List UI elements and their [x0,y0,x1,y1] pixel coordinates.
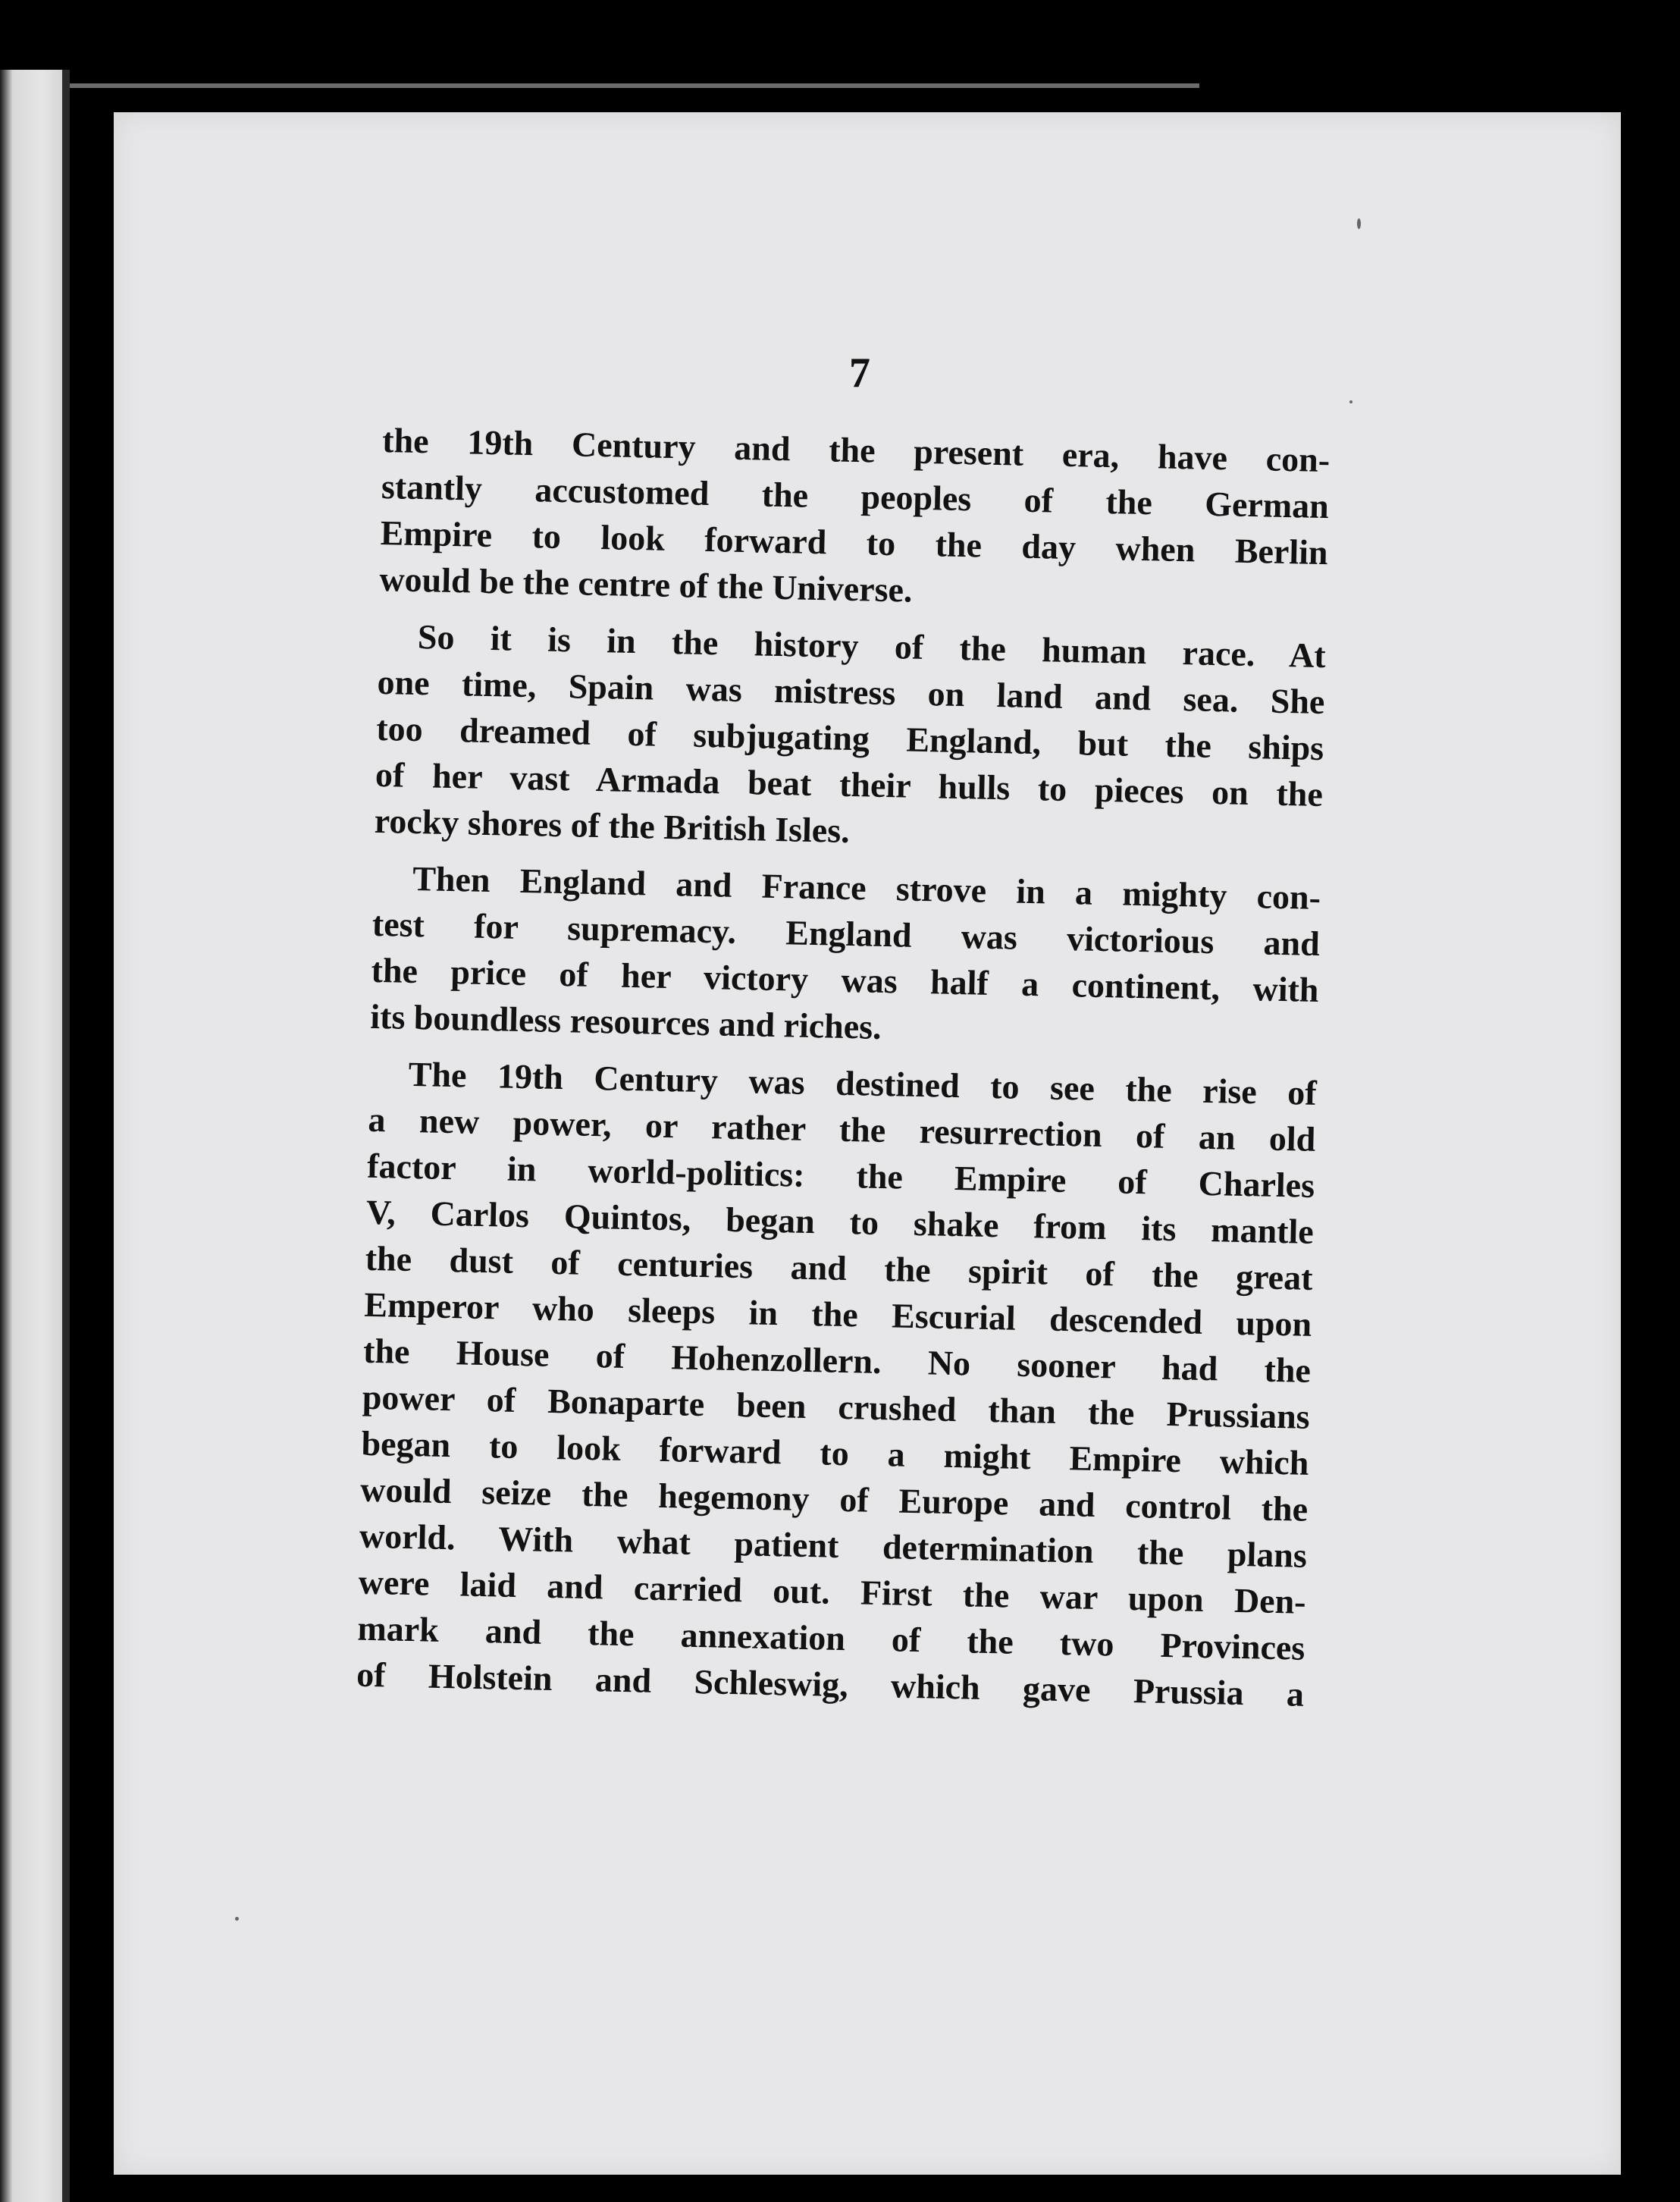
paragraph-4 [356,1050,1318,1717]
text-line: the price of her victory was half a continent, with [371,950,1319,1010]
text-line: the House of Hohenzollern. No sooner had the [362,1331,1312,1390]
text-line: factor in world-politics: the Empire of Charles [366,1146,1315,1205]
text-line: V, Carlos Quintos, began to shake from its mantle [365,1192,1315,1251]
body-text [356,417,1330,1728]
text-line: its boundless resources and riches. [369,996,882,1046]
text-line: would seize the hegemony of Europe and control the [359,1470,1309,1529]
dust-speck [1357,218,1361,229]
text-line: began to look forward to a might Empire which [361,1423,1309,1482]
text-line: the dust of centuries and the spirit of the great [365,1238,1314,1297]
paragraph-3 [370,855,1321,1059]
text-line: mark and the annexation of the two Provinces [357,1608,1305,1667]
text-line: stantly accustomed the peoples of the German [381,466,1330,526]
text-line: of Holstein and Schleswig, which gave Prussia a [356,1655,1305,1714]
binding-shadow [62,70,70,2202]
text-line: Emperor who sleeps in the Escurial descended upon [363,1284,1312,1344]
text-line: Then England and France strove in a mighty con- [412,858,1321,918]
text-line: a new power, or rather the resurrection of an old [368,1099,1316,1159]
dust-speck [1349,400,1352,403]
text-line: world. With what patient determination the plans [359,1516,1308,1575]
text-line: power of Bonaparte been crushed than the Prussians [362,1377,1311,1436]
text-line: the 19th Century and the present era, have con- [381,420,1331,480]
paragraph-2 [374,613,1326,864]
top-border-line [70,83,1199,88]
text-line: would be the centre of the Universe. [378,559,914,610]
text-line: So it is in the history of the human race. At [417,617,1327,676]
text-line: one time, Spain was mistress on land and sea. She [377,662,1325,722]
text-line: were laid and carried out. First the war upon Den- [358,1562,1307,1621]
text-line: too dreamed of subjugating England, but the ships [375,708,1324,768]
text-line: rocky shores of the British Isles. [374,801,851,851]
previous-page-edge [0,70,70,2202]
page-number: 7 [849,350,870,397]
text-line: of her vast Armada beat their hulls to pieces on the [375,754,1324,814]
text-line: The 19th Century was destined to see the rise of [408,1054,1318,1112]
text-line: Empire to look forward to the day when Berlin [380,513,1329,572]
text-line: test for supremacy. England was victorious and [371,904,1321,964]
paragraph-1 [379,417,1331,622]
dust-speck [235,1917,239,1921]
